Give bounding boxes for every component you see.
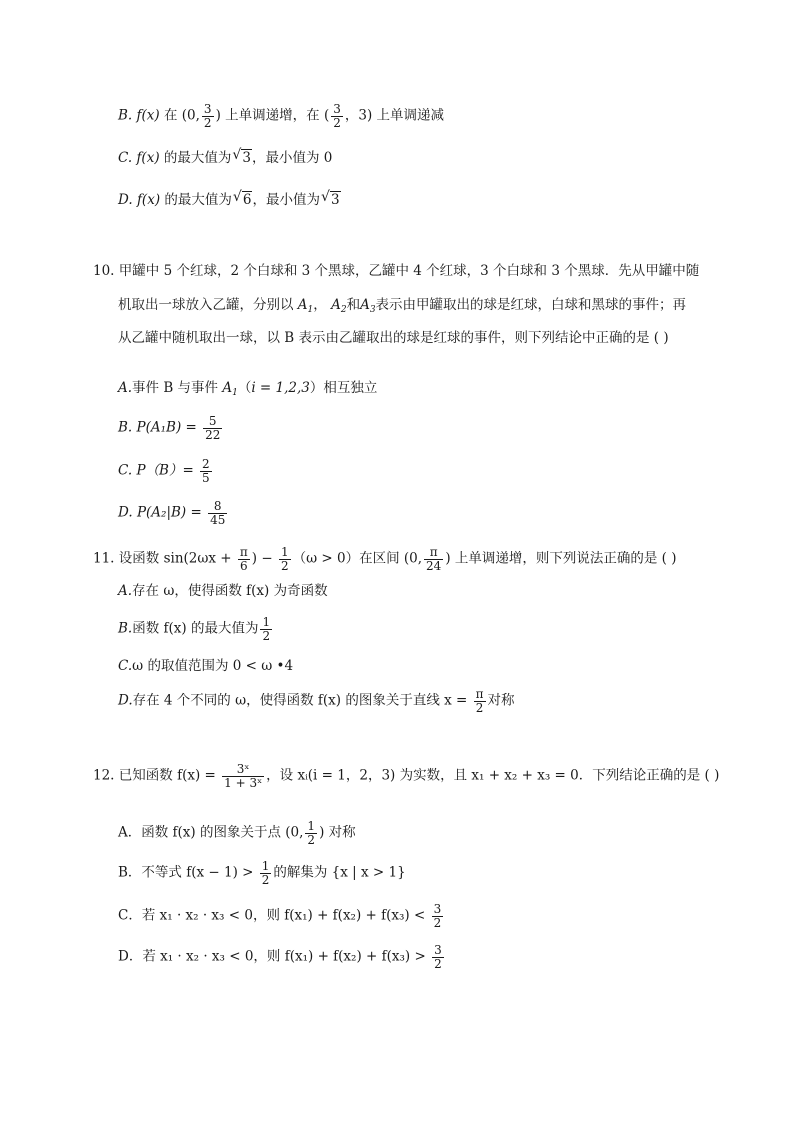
- text: 若 x₁ · x₂ · x₃ < 0，则 f(x₁) + f(x₂) + f(x₃) >: [142, 948, 431, 965]
- denominator: 22: [205, 427, 221, 442]
- interval-close: ，3): [344, 107, 373, 124]
- numerator: 1: [307, 819, 316, 833]
- option-label: A.: [118, 380, 133, 396]
- q10-option-c: [118, 458, 214, 484]
- radicand: 3: [242, 150, 251, 166]
- fraction: [202, 103, 214, 129]
- numerator: 8: [208, 500, 227, 514]
- numerator: π: [475, 687, 484, 701]
- math-fx: f(x): [136, 107, 160, 124]
- text: 上单调递增，在: [220, 107, 324, 124]
- math-fx: f(x): [136, 150, 160, 166]
- question-number: 10.: [93, 263, 115, 279]
- condition: i = 1,2,3: [251, 380, 310, 396]
- fraction: [432, 903, 444, 929]
- option-label: B.: [118, 620, 133, 637]
- text: 函数 f(x) 的最大值为: [132, 620, 259, 637]
- fraction: [200, 458, 212, 484]
- text: 已知函数 f(x) =: [118, 767, 221, 784]
- sqrt: [232, 189, 253, 208]
- text: 从乙罐中随机取出一球，以 B 表示由乙罐取出的球是红球的事件，则下列结论中正确的是 ( ): [118, 330, 669, 346]
- fraction: [260, 860, 272, 886]
- fraction: [424, 546, 443, 572]
- fraction: [305, 820, 317, 846]
- q11-option-a: [118, 583, 328, 599]
- math-expression: P（B）=: [136, 462, 199, 479]
- q12-stem: [93, 763, 719, 789]
- option-label: C.: [118, 150, 133, 166]
- numerator: 3: [434, 943, 442, 957]
- numerator: 1: [261, 859, 270, 873]
- numerator: 1: [262, 615, 271, 629]
- fraction: [203, 415, 222, 441]
- radicand: 6: [242, 192, 252, 208]
- text: ) −: [251, 550, 277, 567]
- text: 表示由甲罐取出的球是红球，白球和黑球的事件；再: [375, 297, 687, 313]
- numerator: 5: [203, 415, 222, 429]
- text: ω 的取值范围为 0 < ω •4: [132, 658, 294, 674]
- denominator: 2: [203, 115, 212, 130]
- q11-option-b: [118, 616, 274, 642]
- question-number: 12.: [93, 767, 115, 784]
- text: 的最大值为: [160, 192, 232, 208]
- fraction: [208, 500, 227, 526]
- numerator: 3: [203, 102, 212, 116]
- fraction: [474, 688, 486, 714]
- radical-sign: √: [232, 147, 242, 163]
- text: 存在 4 个不同的 ω，使得函数 f(x) 的图象关于直线 x =: [132, 692, 472, 709]
- denominator: 2: [434, 956, 442, 971]
- text: ）相互独立: [309, 380, 378, 396]
- text: ，设 xᵢ(i = 1，2，3) 为实数，且 x₁ + x₂ + x₃ = 0．下列结论正确的是 ( ): [266, 767, 720, 784]
- q9-option-b: [118, 103, 444, 129]
- text: 在: [159, 107, 182, 124]
- math-expression: P(A₁B) =: [136, 419, 202, 436]
- option-label: A．: [118, 824, 142, 841]
- fraction: [260, 616, 272, 642]
- text: （: [237, 380, 252, 396]
- interval-open: (: [323, 107, 330, 124]
- option-label: C.: [118, 658, 133, 674]
- q9-option-d: [118, 189, 341, 208]
- radicand: 3: [330, 192, 340, 208]
- text: 甲罐中 5 个红球，2 个白球和 3 个黑球，乙罐中 4 个红球，3 个白球和 3 个黑球．先从甲罐中随: [118, 263, 700, 279]
- radical-sign: √: [232, 189, 242, 205]
- denominator: 24: [426, 558, 442, 573]
- text: 和: [346, 297, 361, 313]
- text: 存在 ω，使得函数 f(x) 为奇函数: [132, 583, 328, 599]
- numerator: 3ˣ: [222, 763, 264, 777]
- numerator: 3: [333, 102, 341, 116]
- sqrt: [320, 189, 341, 208]
- text: 设函数 sin(2ωx +: [118, 550, 236, 567]
- fraction: [432, 944, 444, 970]
- option-label: C．: [118, 907, 142, 924]
- q10-option-b: [118, 415, 224, 441]
- fraction: [222, 763, 264, 789]
- text: 事件 B 与事件: [132, 380, 223, 396]
- event-a3: $A_3$: [360, 297, 376, 315]
- fraction: [279, 546, 291, 572]
- option-label: B．: [118, 864, 142, 881]
- fraction: [331, 103, 343, 129]
- text: 若 x₁ · x₂ · x₃ < 0，则 f(x₁) + f(x₂) + f(x₃) <: [141, 907, 430, 924]
- denominator: 2: [475, 700, 484, 715]
- option-label: B.: [118, 107, 133, 124]
- q9-option-c: [118, 147, 333, 166]
- event-a2: $A_2$: [331, 297, 347, 315]
- text: 的解集为 {x | x > 1}: [273, 864, 406, 881]
- text: 上单调递减: [372, 107, 445, 124]
- denominator: 5: [202, 470, 210, 485]
- q12-option-b: [118, 860, 406, 886]
- math-fx: f(x): [136, 192, 161, 208]
- denominator: 2: [262, 628, 271, 643]
- text: ，最小值为: [252, 192, 320, 208]
- text: 不等式 f(x − 1) >: [141, 864, 258, 881]
- denominator: 2: [261, 872, 270, 887]
- denominator: 2: [433, 915, 442, 930]
- q10-stem-line2: [118, 297, 686, 316]
- q12-option-d: [118, 944, 446, 970]
- denominator: 2: [280, 558, 289, 573]
- text: ) 对称: [319, 824, 356, 841]
- option-label: D.: [118, 504, 133, 521]
- q11-option-d: [118, 688, 515, 714]
- q10-stem-line1: [93, 263, 699, 279]
- text: 对称: [487, 692, 515, 709]
- numerator: 3: [433, 902, 442, 916]
- q10-option-d: [118, 500, 229, 526]
- numerator: 1: [280, 545, 289, 559]
- text: 函数 f(x) 的图象关于点 (0,: [141, 824, 304, 841]
- text: 机取出一球放入乙罐，分别以: [118, 297, 294, 313]
- numerator: π: [424, 546, 443, 560]
- event-a1: $A_1$: [222, 380, 238, 398]
- denominator: 2: [333, 115, 341, 130]
- q11-option-c: [118, 658, 293, 674]
- text: （ω > 0）在区间 (0,: [292, 550, 423, 567]
- sqrt: [232, 147, 252, 166]
- text: ) 上单调递增，则下列说法正确的是 ( ): [445, 550, 677, 567]
- fraction: [238, 546, 250, 572]
- math-expression: P(A₂|B) =: [136, 504, 207, 521]
- text: 的最大值为: [159, 150, 232, 166]
- q12-option-a: [118, 820, 356, 846]
- q10-option-a: [118, 380, 377, 399]
- q11-stem: [93, 546, 677, 572]
- denominator: 2: [307, 832, 316, 847]
- option-label: D.: [118, 692, 133, 709]
- denominator: 6: [240, 558, 248, 573]
- option-label: A.: [118, 583, 133, 599]
- radical-sign: √: [320, 189, 330, 205]
- interval-open: (0,: [181, 107, 200, 124]
- option-label: B.: [118, 419, 133, 436]
- text: ，: [313, 297, 327, 313]
- option-label: C.: [118, 462, 133, 479]
- numerator: 2: [202, 457, 210, 471]
- q12-option-c: [118, 903, 445, 929]
- interval-close: ): [215, 107, 221, 124]
- option-label: D．: [118, 948, 143, 965]
- option-label: D.: [118, 192, 133, 208]
- question-number: 11.: [93, 550, 115, 567]
- numerator: π: [239, 545, 248, 559]
- denominator: 45: [210, 512, 226, 527]
- text: ，最小值为 0: [251, 150, 333, 166]
- q10-stem-line3: [118, 330, 669, 346]
- denominator: 1 + 3ˣ: [224, 775, 263, 790]
- event-a1: $A_1$: [297, 297, 314, 315]
